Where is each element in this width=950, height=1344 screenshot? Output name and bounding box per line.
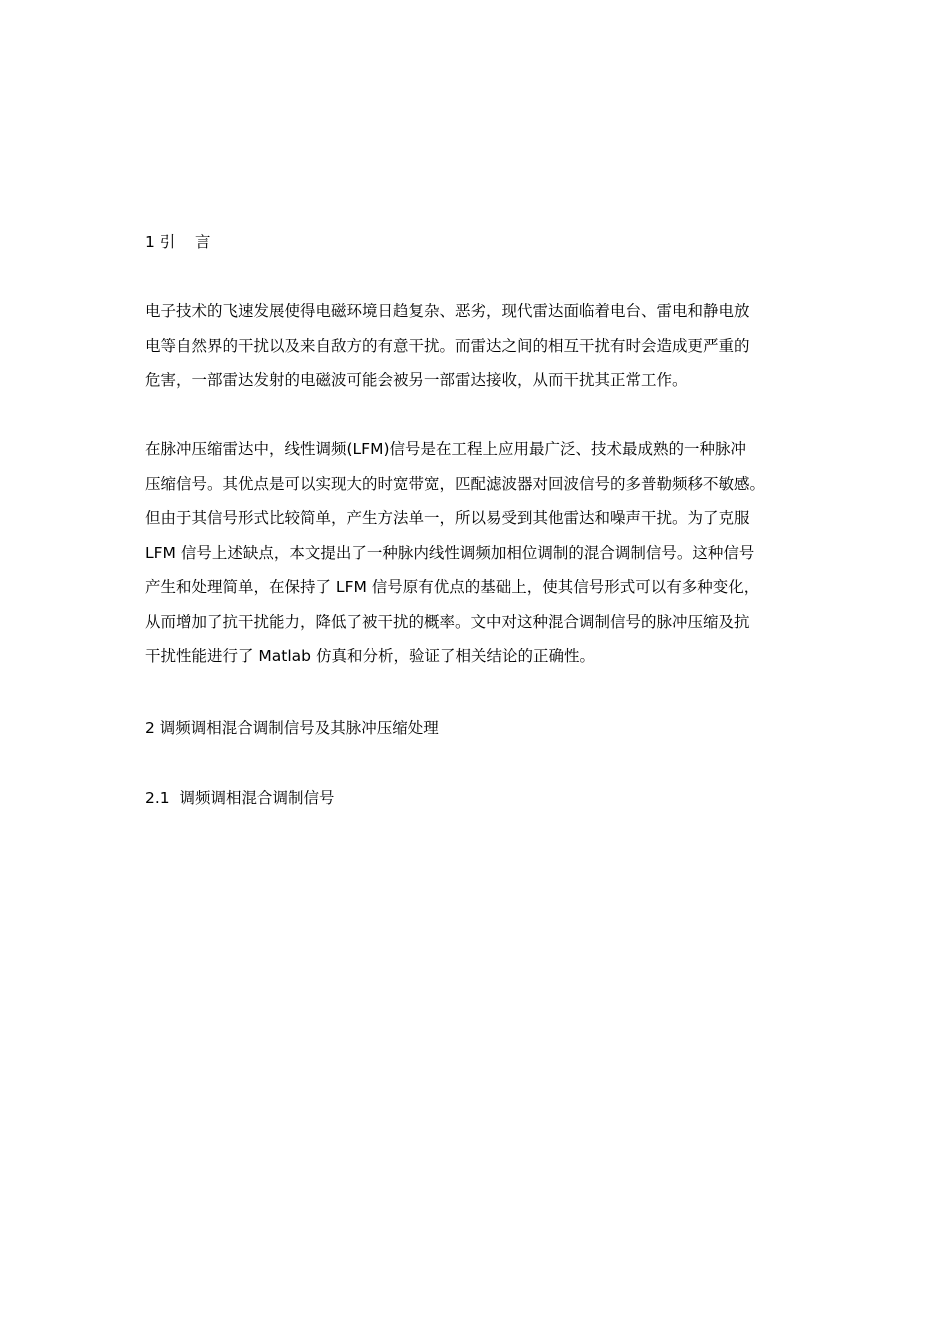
paragraph-line: LFM 信号上述缺点，本文提出了一种脉内线性调频加相位调制的混合调制信号。这种信号	[145, 543, 755, 562]
paragraph-line: 电等自然界的干扰以及来自敌方的有意干扰。而雷达之间的相互干扰有时会造成更严重的	[145, 336, 750, 355]
subsection-2-1-heading: 2.1 调频调相混合调制信号	[145, 789, 335, 807]
section-2-heading: 2 调频调相混合调制信号及其脉冲压缩处理	[145, 719, 439, 737]
paragraph-line: 危害，一部雷达发射的电磁波可能会被另一部雷达接收，从而干扰其正常工作。	[145, 371, 688, 389]
section-1-paragraph-2	[145, 439, 825, 681]
paragraph-line: 在脉冲压缩雷达中，线性调频(LFM)信号是在工程上应用最广泛、技术最成熟的一种脉冲	[145, 440, 747, 458]
paragraph-line: 产生和处理简单，在保持了 LFM 信号原有优点的基础上，使其信号形式可以有多种变化，	[145, 578, 760, 596]
paragraph-line: 压缩信号。其优点是可以实现大的时宽带宽，匹配滤波器对回波信号的多普勒频移不敏感。	[145, 474, 766, 493]
paragraph-line: 从而增加了抗干扰能力，降低了被干扰的概率。文中对这种混合调制信号的脉冲压缩及抗	[145, 612, 750, 631]
paragraph-line: 但由于其信号形式比较简单，产生方法单一，所以易受到其他雷达和噪声干扰。为了克服	[145, 509, 750, 527]
paragraph-line: 干扰性能进行了 Matlab 仿真和分析，验证了相关结论的正确性。	[145, 647, 595, 665]
section-1-heading: 1 引 言	[145, 233, 211, 251]
section-1-paragraph-1	[145, 301, 825, 405]
paragraph-line: 电子技术的飞速发展使得电磁环境日趋复杂、恶劣，现代雷达面临着电台、雷电和静电放	[145, 302, 750, 320]
